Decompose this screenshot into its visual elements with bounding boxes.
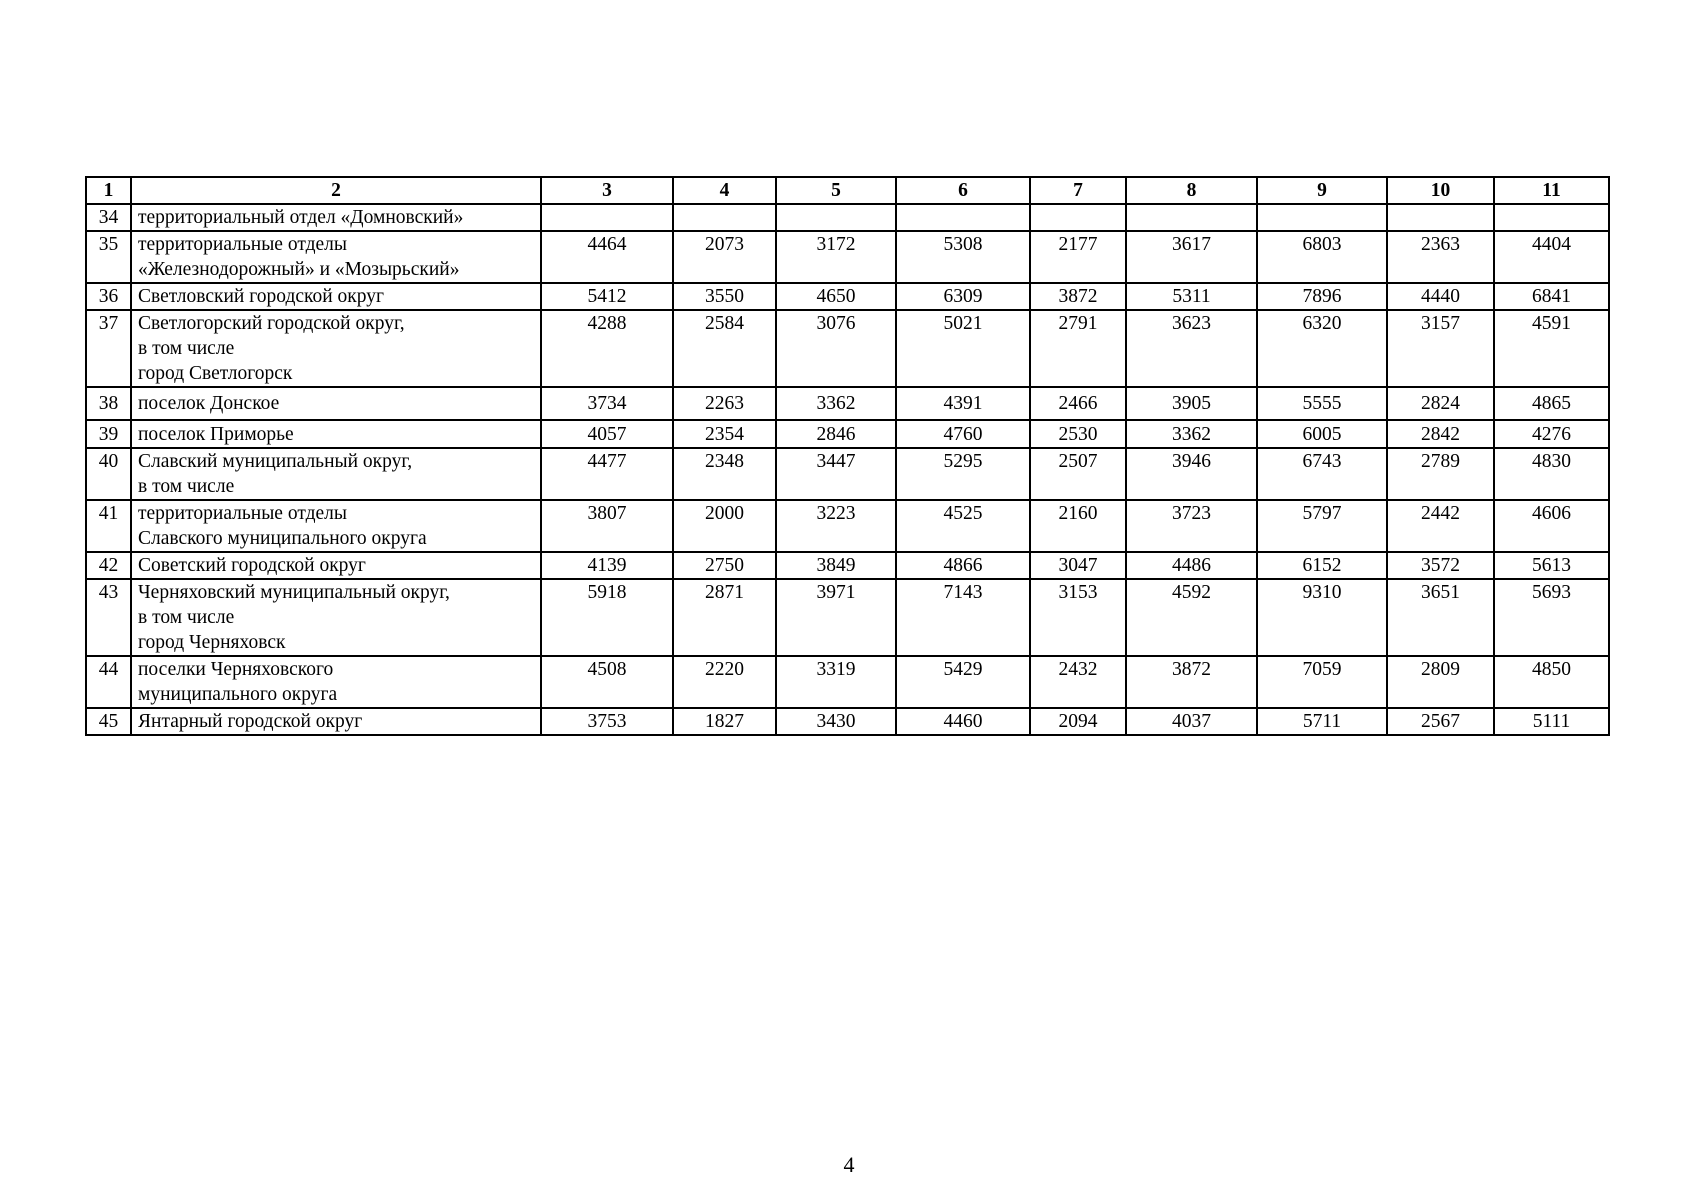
value-cell: 2567 <box>1387 708 1494 735</box>
value-cell: 6743 <box>1257 448 1387 500</box>
value-cell: 3946 <box>1126 448 1257 500</box>
value-cell: 3849 <box>776 552 896 579</box>
value-cell: 3447 <box>776 448 896 500</box>
value-cell: 2220 <box>673 656 776 708</box>
value-cell: 5412 <box>541 283 673 310</box>
value-cell: 6005 <box>1257 420 1387 448</box>
value-cell: 2466 <box>1030 387 1126 420</box>
value-cell: 3723 <box>1126 500 1257 552</box>
value-cell: 1827 <box>673 708 776 735</box>
value-cell: 6841 <box>1494 283 1609 310</box>
value-cell: 3223 <box>776 500 896 552</box>
value-cell: 4440 <box>1387 283 1494 310</box>
row-number: 41 <box>86 500 131 552</box>
table-row <box>86 420 1609 448</box>
value-cell: 5918 <box>541 579 673 656</box>
territory-name-line: поселок Донское <box>138 393 280 414</box>
value-cell: 4037 <box>1126 708 1257 735</box>
table-header-row <box>86 177 1609 204</box>
column-header: 10 <box>1387 177 1494 204</box>
value-cell: 2354 <box>673 420 776 448</box>
table-row <box>86 231 1609 283</box>
value-cell <box>541 204 673 231</box>
territory-name <box>131 283 541 310</box>
value-cell <box>1494 204 1609 231</box>
value-cell <box>1030 204 1126 231</box>
value-cell: 4591 <box>1494 310 1609 387</box>
row-number: 34 <box>86 204 131 231</box>
value-cell: 2530 <box>1030 420 1126 448</box>
value-cell: 4650 <box>776 283 896 310</box>
value-cell: 3550 <box>673 283 776 310</box>
territory-name <box>131 310 541 387</box>
value-cell: 4276 <box>1494 420 1609 448</box>
territory-name <box>131 387 541 420</box>
value-cell: 3651 <box>1387 579 1494 656</box>
value-cell: 7059 <box>1257 656 1387 708</box>
row-number: 45 <box>86 708 131 735</box>
value-cell: 4288 <box>541 310 673 387</box>
value-cell: 4464 <box>541 231 673 283</box>
row-number: 38 <box>86 387 131 420</box>
table-row <box>86 387 1609 420</box>
column-header: 3 <box>541 177 673 204</box>
table-row <box>86 204 1609 231</box>
value-cell <box>896 204 1030 231</box>
value-cell: 2442 <box>1387 500 1494 552</box>
value-cell: 3623 <box>1126 310 1257 387</box>
column-header: 1 <box>86 177 131 204</box>
value-cell <box>776 204 896 231</box>
column-header: 8 <box>1126 177 1257 204</box>
territory-name-line: город Светлогорск <box>138 363 293 384</box>
value-cell: 2363 <box>1387 231 1494 283</box>
value-cell: 4391 <box>896 387 1030 420</box>
value-cell: 4404 <box>1494 231 1609 283</box>
value-cell: 6152 <box>1257 552 1387 579</box>
column-header: 11 <box>1494 177 1609 204</box>
value-cell: 2000 <box>673 500 776 552</box>
value-cell: 3076 <box>776 310 896 387</box>
value-cell: 5021 <box>896 310 1030 387</box>
value-cell: 5429 <box>896 656 1030 708</box>
territory-name <box>131 552 541 579</box>
value-cell: 7143 <box>896 579 1030 656</box>
row-number: 42 <box>86 552 131 579</box>
value-cell: 9310 <box>1257 579 1387 656</box>
territory-name-line: поселок Приморье <box>138 424 294 445</box>
table-row <box>86 500 1609 552</box>
value-cell: 5693 <box>1494 579 1609 656</box>
value-cell <box>673 204 776 231</box>
value-cell: 2750 <box>673 552 776 579</box>
territory-name-line: в том числе <box>138 607 235 628</box>
value-cell: 4460 <box>896 708 1030 735</box>
value-cell: 5311 <box>1126 283 1257 310</box>
territory-name-line: в том числе <box>138 476 235 497</box>
value-cell: 4866 <box>896 552 1030 579</box>
value-cell: 2791 <box>1030 310 1126 387</box>
territory-name-line: Славского муниципального округа <box>138 528 427 549</box>
value-cell: 5295 <box>896 448 1030 500</box>
value-cell: 4850 <box>1494 656 1609 708</box>
column-header: 2 <box>131 177 541 204</box>
value-cell: 2871 <box>673 579 776 656</box>
value-cell: 3734 <box>541 387 673 420</box>
value-cell: 2789 <box>1387 448 1494 500</box>
territory-name-line: в том числе <box>138 338 235 359</box>
value-cell: 4525 <box>896 500 1030 552</box>
value-cell: 3362 <box>776 387 896 420</box>
value-cell: 4865 <box>1494 387 1609 420</box>
value-cell: 2073 <box>673 231 776 283</box>
value-cell: 2846 <box>776 420 896 448</box>
value-cell: 4139 <box>541 552 673 579</box>
territory-name-line: «Железнодорожный» и «Мозырьский» <box>138 259 460 280</box>
value-cell: 2842 <box>1387 420 1494 448</box>
column-header: 4 <box>673 177 776 204</box>
row-number: 39 <box>86 420 131 448</box>
value-cell: 5797 <box>1257 500 1387 552</box>
territory-name-line: поселки Черняховского <box>138 659 334 680</box>
territory-name <box>131 231 541 283</box>
value-cell <box>1257 204 1387 231</box>
row-number: 37 <box>86 310 131 387</box>
value-cell: 3872 <box>1126 656 1257 708</box>
row-number: 40 <box>86 448 131 500</box>
value-cell: 4606 <box>1494 500 1609 552</box>
row-number: 43 <box>86 579 131 656</box>
value-cell: 2432 <box>1030 656 1126 708</box>
value-cell: 2177 <box>1030 231 1126 283</box>
territory-name-line: территориальные отделы <box>138 234 347 255</box>
value-cell: 2094 <box>1030 708 1126 735</box>
column-header: 9 <box>1257 177 1387 204</box>
value-cell <box>1387 204 1494 231</box>
value-cell: 5711 <box>1257 708 1387 735</box>
value-cell: 6309 <box>896 283 1030 310</box>
table-row <box>86 579 1609 656</box>
value-cell: 5613 <box>1494 552 1609 579</box>
value-cell: 5111 <box>1494 708 1609 735</box>
table-row <box>86 448 1609 500</box>
row-number: 35 <box>86 231 131 283</box>
value-cell: 2809 <box>1387 656 1494 708</box>
value-cell: 4592 <box>1126 579 1257 656</box>
value-cell: 4508 <box>541 656 673 708</box>
table-row <box>86 656 1609 708</box>
value-cell: 7896 <box>1257 283 1387 310</box>
territory-name <box>131 204 541 231</box>
data-table <box>85 176 1610 736</box>
territory-name-line: город Черняховск <box>138 632 286 653</box>
value-cell: 2507 <box>1030 448 1126 500</box>
territory-name <box>131 448 541 500</box>
territory-name-line: Славский муниципальный округ, <box>138 451 413 472</box>
territory-name-line: Светлогорский городской округ, <box>138 313 405 334</box>
column-header: 5 <box>776 177 896 204</box>
value-cell: 3319 <box>776 656 896 708</box>
value-cell: 2824 <box>1387 387 1494 420</box>
value-cell: 3905 <box>1126 387 1257 420</box>
value-cell: 5555 <box>1257 387 1387 420</box>
row-number: 44 <box>86 656 131 708</box>
value-cell: 4760 <box>896 420 1030 448</box>
table-row <box>86 552 1609 579</box>
territory-name-line: Черняховский муниципальный округ, <box>138 582 450 603</box>
territory-name-line: муниципального округа <box>138 684 338 705</box>
table-row <box>86 310 1609 387</box>
territory-name <box>131 708 541 735</box>
territory-name-line: Янтарный городской округ <box>138 711 363 732</box>
value-cell: 6320 <box>1257 310 1387 387</box>
column-header: 7 <box>1030 177 1126 204</box>
table-row <box>86 283 1609 310</box>
territory-name-line: территориальные отделы <box>138 503 347 524</box>
value-cell: 4830 <box>1494 448 1609 500</box>
value-cell: 2263 <box>673 387 776 420</box>
value-cell: 4057 <box>541 420 673 448</box>
column-header: 6 <box>896 177 1030 204</box>
value-cell: 3572 <box>1387 552 1494 579</box>
value-cell: 2160 <box>1030 500 1126 552</box>
value-cell: 3807 <box>541 500 673 552</box>
value-cell: 4486 <box>1126 552 1257 579</box>
territory-name-line: Советский городской округ <box>138 555 366 576</box>
territory-name <box>131 420 541 448</box>
value-cell: 2584 <box>673 310 776 387</box>
value-cell: 3430 <box>776 708 896 735</box>
value-cell: 3172 <box>776 231 896 283</box>
territory-name <box>131 579 541 656</box>
value-cell: 3153 <box>1030 579 1126 656</box>
territory-name-line: Светловский городской округ <box>138 286 385 307</box>
value-cell <box>1126 204 1257 231</box>
value-cell: 2348 <box>673 448 776 500</box>
value-cell: 3753 <box>541 708 673 735</box>
territory-name <box>131 500 541 552</box>
value-cell: 3157 <box>1387 310 1494 387</box>
value-cell: 4477 <box>541 448 673 500</box>
territory-name <box>131 656 541 708</box>
value-cell: 5308 <box>896 231 1030 283</box>
value-cell: 3617 <box>1126 231 1257 283</box>
table-row <box>86 708 1609 735</box>
value-cell: 3362 <box>1126 420 1257 448</box>
page-number: 4 <box>843 1152 855 1177</box>
value-cell: 6803 <box>1257 231 1387 283</box>
row-number: 36 <box>86 283 131 310</box>
territory-name-line: территориальный отдел «Домновский» <box>138 207 464 228</box>
value-cell: 3047 <box>1030 552 1126 579</box>
value-cell: 3971 <box>776 579 896 656</box>
value-cell: 3872 <box>1030 283 1126 310</box>
